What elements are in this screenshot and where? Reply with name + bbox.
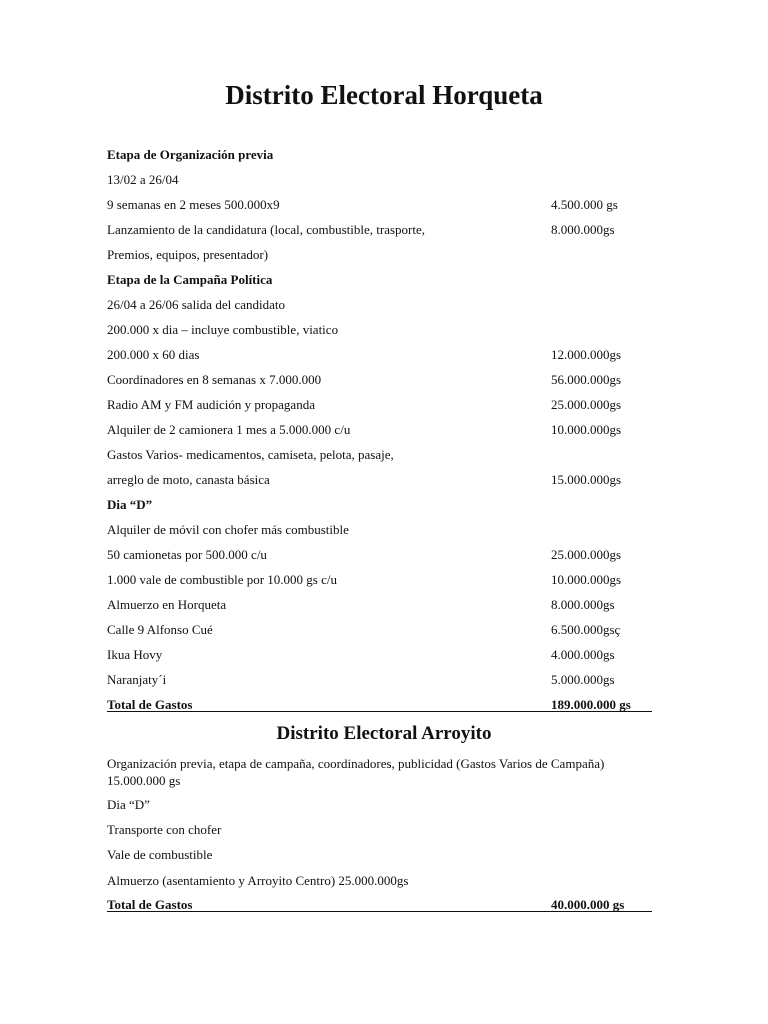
expense-row: Almuerzo en Horqueta 8.000.000gs [107, 597, 615, 612]
dday-note: Alquiler de móvil con chofer más combustible [107, 522, 349, 537]
expense-row: 9 semanas en 2 meses 500.000x9 4.500.000 gs [107, 197, 618, 212]
expense-amount: 56.000.000gs [551, 372, 622, 387]
arroyito-intro: Organización previa, etapa de campaña, coordinadores, publicidad (Gastos Varios de Campaña) 15.000.000 gs [107, 756, 605, 788]
dday-heading: Dia “D” [107, 497, 153, 512]
expense-amount: 10.000.000gs [551, 422, 622, 437]
horqueta-total-row: Total de Gastos 189.000.000 gs [107, 696, 652, 712]
total-amount: 189.000.000 gs [551, 697, 631, 712]
expense-row-continued: Premios, equipos, presentador) [107, 247, 269, 262]
expense-amount: 5.000.000gs [551, 672, 615, 687]
expense-amount: 15.000.000gs [551, 472, 622, 487]
arroyito-title: Distrito Electoral Arroyito [276, 723, 492, 744]
expense-row: Calle 9 Alfonso Cué 6.500.000gsç [107, 622, 621, 637]
campaign-heading: Etapa de la Campaña Política [107, 272, 273, 287]
horqueta-title: Distrito Electoral Horqueta [225, 80, 543, 110]
expense-row: 50 camionetas por 500.000 c/u 25.000.000gs [107, 547, 622, 562]
expense-amount: 6.500.000gsç [551, 622, 621, 637]
total-amount: 40.000.000 gs [551, 897, 625, 912]
arroyito-lunch: Almuerzo (asentamiento y Arroyito Centro) 25.000.000gs [107, 873, 409, 888]
campaign-note: 200.000 x dia – incluye combustible, viatico [107, 322, 339, 337]
expense-amount: 12.000.000gs [551, 347, 622, 362]
expense-amount: 25.000.000gs [551, 397, 622, 412]
expense-row: Lanzamiento de la candidatura (local, combustible, trasporte, 8.000.000gs [107, 222, 615, 237]
expense-row: Alquiler de 2 camionera 1 mes a 5.000.000 c/u 10.000.000gs [107, 422, 622, 437]
expense-amount: 8.000.000gs [551, 222, 615, 237]
expense-amount: 25.000.000gs [551, 547, 622, 562]
expense-amount: 4.000.000gs [551, 647, 615, 662]
expense-row-continued: arreglo de moto, canasta básica 15.000.000gs [107, 472, 622, 487]
expense-row: Ikua Hovy 4.000.000gs [107, 647, 615, 662]
expense-row: Coordinadores en 8 semanas x 7.000.000 56.000.000gs [107, 372, 622, 387]
expense-row: 200.000 x 60 dias 12.000.000gs [107, 347, 622, 362]
campaign-dates: 26/04 a 26/06 salida del candidato [107, 297, 285, 312]
arroyito-total-row: Total de Gastos 40.000.000 gs [107, 896, 652, 912]
org-heading: Etapa de Organización previa [107, 147, 274, 162]
expense-amount: 8.000.000gs [551, 597, 615, 612]
expense-row: Radio AM y FM audición y propaganda 25.000.000gs [107, 397, 622, 412]
expense-row: Gastos Varios- medicamentos, camiseta, pelota, pasaje, [107, 447, 394, 462]
arroyito-fuel: Vale de combustible [107, 847, 213, 862]
arroyito-transport: Transporte con chofer [107, 822, 222, 837]
expense-amount: 10.000.000gs [551, 572, 622, 587]
expense-row: Naranjaty´i 5.000.000gs [107, 672, 615, 687]
expense-amount: 4.500.000 gs [551, 197, 618, 212]
arroyito-dday: Dia “D” [107, 797, 150, 812]
org-dates: 13/02 a 26/04 [107, 172, 179, 187]
expense-row: 1.000 vale de combustible por 10.000 gs c/u 10.000.000gs [107, 572, 622, 587]
